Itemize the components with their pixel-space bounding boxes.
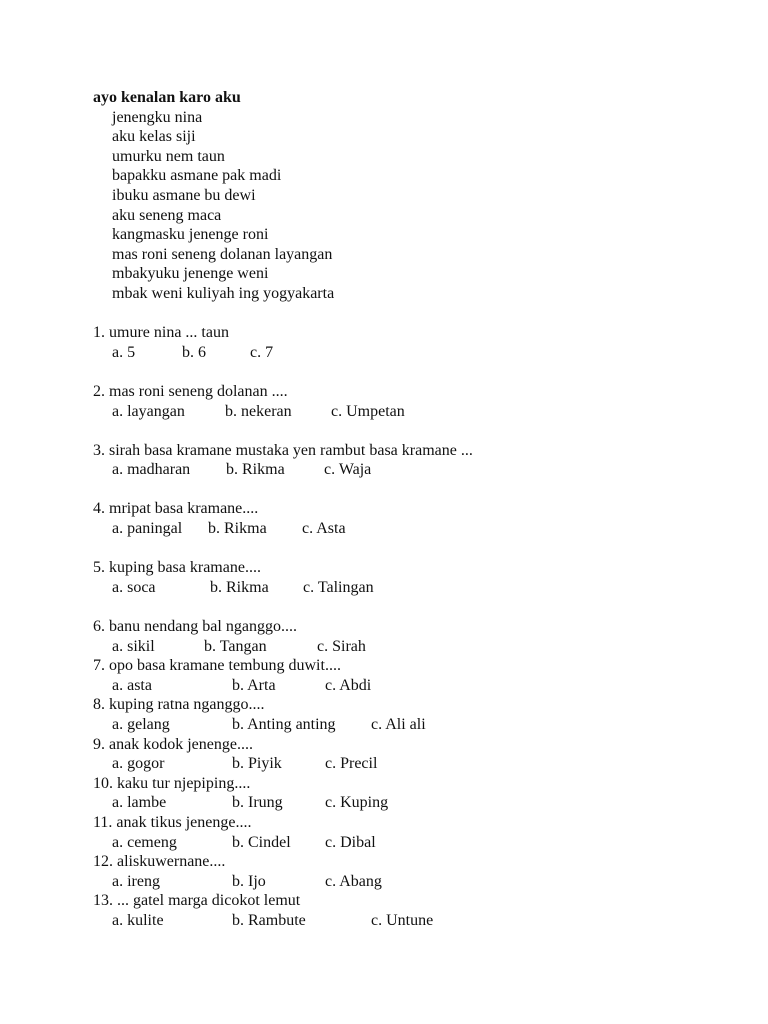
option-b: b. Cindel bbox=[232, 833, 291, 851]
option-c: c. Untune bbox=[371, 911, 434, 929]
passage-title: ayo kenalan karo aku bbox=[93, 89, 241, 106]
question-text: 11. anak tikus jenenge.... bbox=[93, 813, 252, 831]
option-a: a. gogor bbox=[112, 755, 165, 773]
option-c: c. Precil bbox=[325, 755, 378, 773]
answer-options bbox=[93, 519, 733, 539]
option-a: a. soca bbox=[112, 578, 156, 596]
passage-line: mbakyuku jenenge weni bbox=[112, 265, 269, 283]
answer-options bbox=[93, 872, 733, 892]
option-a: a. madharan bbox=[112, 461, 191, 479]
option-b: b. Rikma bbox=[210, 578, 269, 596]
option-c: c. Abdi bbox=[325, 676, 372, 694]
option-c: c. Sirah bbox=[317, 637, 366, 655]
spacer bbox=[93, 480, 733, 500]
worksheet-page bbox=[93, 88, 733, 931]
question-text: 4. mripat basa kramane.... bbox=[93, 500, 259, 518]
passage-line: aku kelas siji bbox=[112, 128, 196, 146]
option-c: c. Talingan bbox=[303, 578, 374, 596]
answer-options bbox=[93, 754, 733, 774]
answer-options bbox=[93, 460, 733, 480]
option-a: a. gelang bbox=[112, 716, 170, 733]
question-text: 6. banu nendang bal nganggo.... bbox=[93, 618, 297, 636]
answer-options bbox=[93, 911, 733, 931]
spacer bbox=[93, 597, 733, 617]
option-a: a. sikil bbox=[112, 637, 155, 655]
option-b: b. Arta bbox=[232, 676, 276, 694]
answer-options bbox=[93, 343, 733, 363]
spacer bbox=[93, 362, 733, 382]
question-text: 10. kaku tur njepiping.... bbox=[93, 774, 251, 792]
passage-line: mbak weni kuliyah ing yogyakarta bbox=[112, 284, 335, 302]
question-text: 2. mas roni seneng dolanan .... bbox=[93, 382, 288, 400]
option-b: b. Rikma bbox=[226, 461, 285, 479]
answer-options bbox=[93, 833, 733, 853]
question-text: 13. ... gatel marga dicokot lemut bbox=[93, 892, 301, 910]
option-a: a. layangan bbox=[112, 402, 185, 420]
option-c: c. Asta bbox=[302, 520, 346, 538]
option-a: a. cemeng bbox=[112, 833, 177, 851]
option-b: b. Rambute bbox=[232, 911, 306, 929]
answer-options bbox=[93, 578, 733, 598]
answer-options bbox=[93, 676, 733, 696]
spacer bbox=[93, 539, 733, 559]
option-c: c. Umpetan bbox=[331, 402, 405, 420]
option-b: b. Irung bbox=[232, 794, 283, 812]
answer-options bbox=[93, 715, 733, 735]
option-c: c. Dibal bbox=[325, 833, 376, 851]
answer-options bbox=[93, 402, 733, 422]
option-a: a. ireng bbox=[112, 872, 160, 890]
passage-line: bapakku asmane pak madi bbox=[112, 167, 282, 185]
option-c: c. Waja bbox=[324, 461, 372, 479]
passage-line: mas roni seneng dolanan layangan bbox=[112, 245, 333, 263]
question-text: 3. sirah basa kramane mustaka yen rambut basa kramane ... bbox=[93, 441, 473, 459]
option-b: b. Piyik bbox=[232, 755, 282, 773]
question-text: 12. aliskuwernane.... bbox=[93, 853, 226, 871]
question-text: 8. kuping ratna nganggo.... bbox=[93, 696, 265, 714]
question-text: 1. umure nina ... taun bbox=[93, 324, 229, 342]
answer-options bbox=[93, 793, 733, 813]
question-text: 5. kuping basa kramane.... bbox=[93, 559, 261, 577]
passage-line: umurku nem taun bbox=[112, 147, 225, 165]
option-b: b. Anting anting bbox=[232, 716, 336, 733]
option-a: a. kulite bbox=[112, 911, 164, 929]
option-a: a. paningal bbox=[112, 520, 183, 538]
option-b: b. nekeran bbox=[225, 402, 292, 420]
option-c: c. Abang bbox=[325, 872, 382, 890]
question-text: 7. opo basa kramane tembung duwit.... bbox=[93, 657, 341, 675]
option-b: b. 6 bbox=[182, 343, 206, 361]
option-a: a. 5 bbox=[112, 343, 136, 361]
option-c: c. Kuping bbox=[325, 794, 389, 812]
question-text: 9. anak kodok jenenge.... bbox=[93, 735, 253, 753]
option-c: c. Ali ali bbox=[371, 716, 426, 733]
passage-line: kangmasku jenenge roni bbox=[112, 226, 269, 244]
option-a: a. lambe bbox=[112, 794, 167, 812]
passage-line: ibuku asmane bu dewi bbox=[112, 186, 256, 204]
spacer bbox=[93, 421, 733, 441]
option-b: b. Rikma bbox=[208, 520, 267, 538]
option-c: c. 7 bbox=[250, 343, 274, 361]
answer-options bbox=[93, 637, 733, 657]
passage-line: jenengku nina bbox=[112, 108, 203, 126]
spacer bbox=[93, 304, 733, 324]
option-b: b. Tangan bbox=[204, 637, 267, 655]
option-a: a. asta bbox=[112, 676, 152, 694]
passage-line: aku seneng maca bbox=[112, 206, 222, 224]
option-b: b. Ijo bbox=[232, 872, 266, 890]
